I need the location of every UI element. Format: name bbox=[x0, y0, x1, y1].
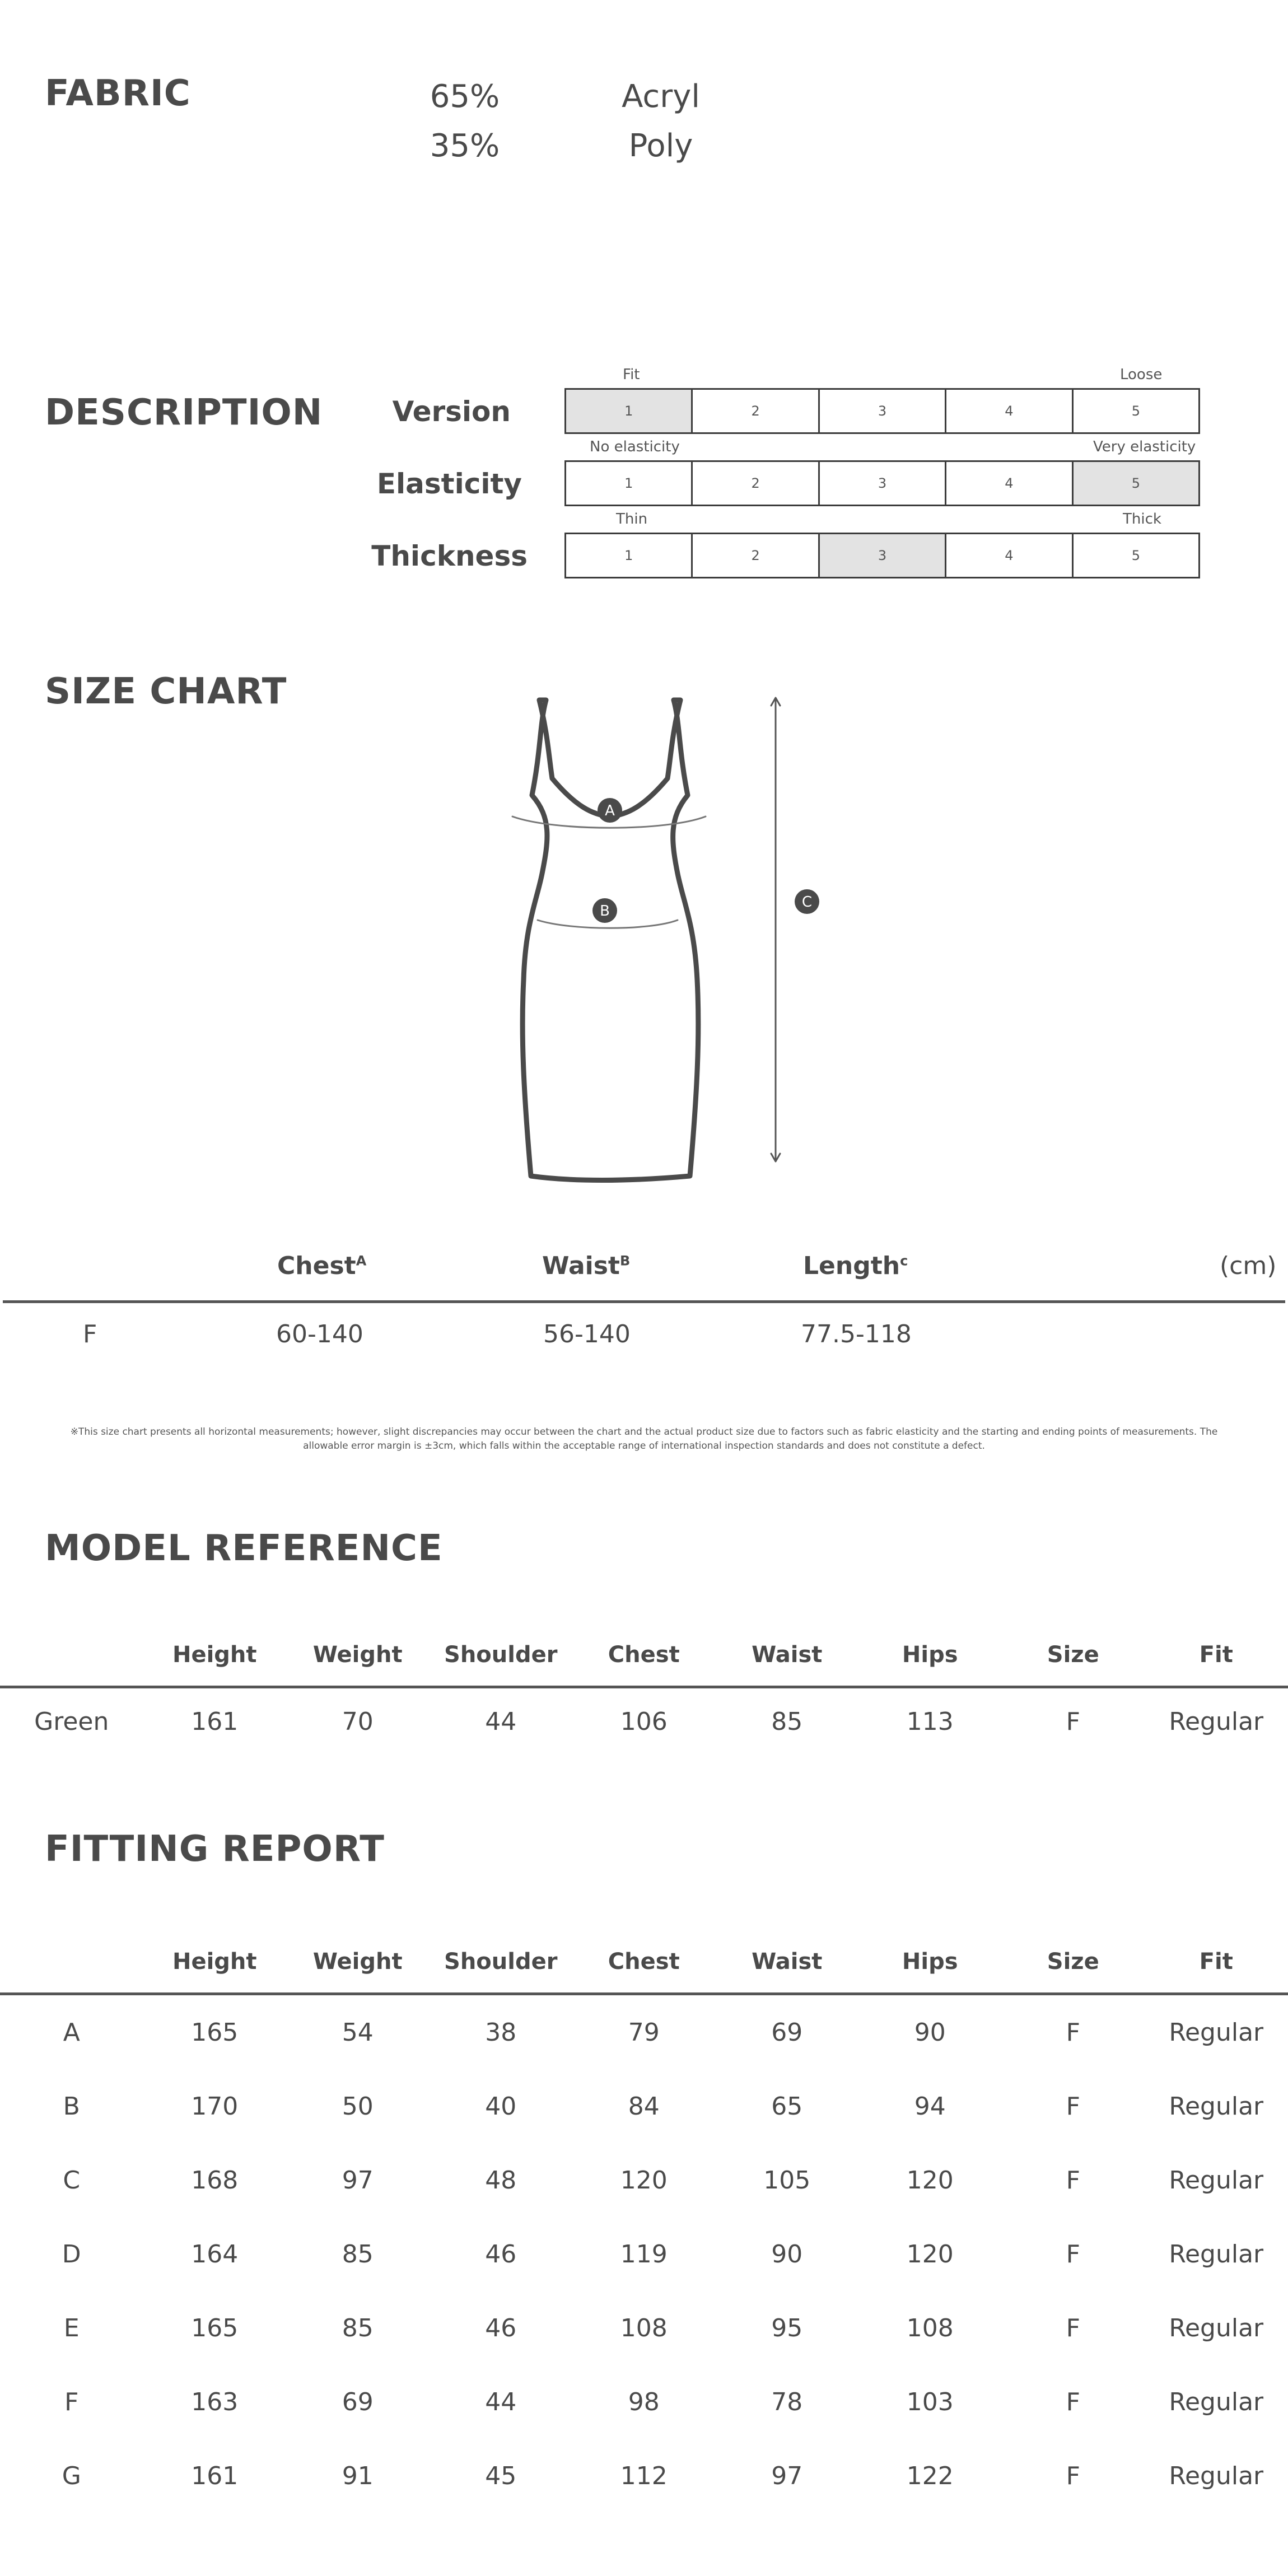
column-header: Shoulder bbox=[444, 1642, 558, 1668]
table-cell: F bbox=[1066, 2166, 1080, 2195]
table-cell: F bbox=[1066, 2018, 1080, 2047]
table-cell: 161 bbox=[191, 2461, 239, 2490]
table-cell: 40 bbox=[485, 2092, 517, 2121]
table-cell: 85 bbox=[342, 2239, 374, 2269]
table-cell: D bbox=[62, 2239, 81, 2269]
scale-cell: 4 bbox=[945, 390, 1071, 432]
table-cell: 122 bbox=[906, 2461, 954, 2490]
table-row bbox=[0, 2439, 1288, 2513]
table-cell: Regular bbox=[1169, 1707, 1264, 1736]
table-cell: 95 bbox=[771, 2313, 803, 2342]
table-cell: Regular bbox=[1169, 2018, 1264, 2047]
marker-a-text: A bbox=[605, 802, 615, 819]
fabric-material-2: Poly bbox=[628, 128, 693, 164]
version-low-label: Fit bbox=[623, 366, 640, 383]
size-note-line1: ※This size chart presents all horizontal measurements; however, slight discrepancies may occur between the chart and the actual product size due to factors such as fabric elasticity and the starting and ending points of measurements. The bbox=[70, 1426, 1218, 1438]
table-cell: 70 bbox=[342, 1707, 374, 1736]
size-row-size: F bbox=[83, 1320, 97, 1348]
table-cell: 161 bbox=[191, 1707, 239, 1736]
size-note bbox=[34, 1425, 1254, 1453]
column-header: Height bbox=[172, 1949, 257, 1975]
scale-cell: 4 bbox=[945, 462, 1071, 505]
table-cell: 90 bbox=[771, 2239, 803, 2269]
table-cell: E bbox=[63, 2313, 80, 2342]
header-waist: Waist$^B$ bbox=[542, 1252, 631, 1280]
table-cell: 50 bbox=[342, 2092, 374, 2121]
scale-cell: 1 bbox=[624, 475, 633, 491]
scale-cell: 2 bbox=[691, 390, 818, 432]
table-cell: 46 bbox=[485, 2313, 517, 2342]
elasticity-label: Elasticity bbox=[376, 468, 522, 500]
column-header: Fit bbox=[1199, 1949, 1233, 1975]
column-header: Waist bbox=[752, 1949, 823, 1975]
table-cell: 112 bbox=[620, 2461, 668, 2490]
marker-c-text: C bbox=[801, 894, 813, 911]
column-header: Chest bbox=[608, 1642, 680, 1668]
table-cell: Regular bbox=[1169, 2313, 1264, 2342]
column-header: Hips bbox=[902, 1642, 958, 1668]
model-reference-title: MODEL REFERENCE bbox=[45, 1528, 443, 1569]
table-cell: 85 bbox=[342, 2313, 374, 2342]
table-cell: F bbox=[1066, 2461, 1080, 2490]
size-row-chest: 60-140 bbox=[276, 1320, 363, 1348]
scale-cell: 3 bbox=[818, 462, 945, 505]
column-header: Height bbox=[172, 1642, 257, 1668]
table-row bbox=[0, 2217, 1288, 2291]
table-cell: A bbox=[63, 2018, 80, 2047]
fabric-material-1: Acryl bbox=[622, 78, 700, 115]
table-header bbox=[0, 1931, 1288, 1992]
marker-a bbox=[598, 798, 622, 823]
table-cell: 45 bbox=[485, 2461, 517, 2490]
table-cell: 170 bbox=[191, 2092, 239, 2121]
column-header: Weight bbox=[312, 1642, 403, 1668]
fabric-title: FABRIC bbox=[45, 73, 191, 114]
thickness-label: Thickness bbox=[371, 540, 528, 572]
description-title: DESCRIPTION bbox=[45, 392, 323, 433]
version-label: Version bbox=[392, 395, 511, 428]
size-chart-title: SIZE CHART bbox=[45, 671, 287, 712]
header-length: Length$^c$ bbox=[803, 1252, 908, 1280]
marker-c bbox=[795, 889, 819, 914]
version-row bbox=[564, 388, 1200, 434]
table-row bbox=[0, 2291, 1288, 2365]
thickness-low-label: Thin bbox=[616, 511, 648, 528]
table-cell: 165 bbox=[191, 2313, 239, 2342]
table-cell: 119 bbox=[620, 2239, 668, 2269]
table-cell: 85 bbox=[771, 1707, 803, 1736]
table-cell: Regular bbox=[1169, 2092, 1264, 2121]
table-cell: 97 bbox=[342, 2166, 374, 2195]
marker-b bbox=[592, 898, 617, 923]
table-cell: B bbox=[63, 2092, 80, 2121]
table-cell: 69 bbox=[342, 2387, 374, 2416]
table-cell: 46 bbox=[485, 2239, 517, 2269]
table-cell: Regular bbox=[1169, 2461, 1264, 2490]
table-cell: 44 bbox=[485, 2387, 517, 2416]
table-cell: 120 bbox=[906, 2166, 954, 2195]
table-cell: 165 bbox=[191, 2018, 239, 2047]
scale-cell: 4 bbox=[945, 534, 1071, 577]
table-cell: F bbox=[64, 2387, 79, 2416]
table-cell: C bbox=[63, 2166, 81, 2195]
table-cell: 120 bbox=[620, 2166, 668, 2195]
scale-cell: 2 bbox=[691, 462, 818, 505]
table-cell: F bbox=[1066, 2387, 1080, 2416]
table-cell: 98 bbox=[628, 2387, 660, 2416]
table-cell: F bbox=[1066, 1707, 1080, 1736]
table-cell: F bbox=[1066, 2313, 1080, 2342]
column-header: Size bbox=[1047, 1642, 1099, 1668]
table-cell: 69 bbox=[771, 2018, 803, 2047]
size-note-line2: allowable error margin is ±3cm, which falls within the acceptable range of international inspection standards and does not constitute a defect. bbox=[303, 1440, 985, 1452]
size-row-waist: 56-140 bbox=[543, 1320, 631, 1348]
elasticity-row bbox=[564, 460, 1200, 506]
table-cell: 105 bbox=[763, 2166, 811, 2195]
table-cell: 97 bbox=[771, 2461, 803, 2490]
size-row-length: 77.5-118 bbox=[801, 1320, 912, 1348]
table-cell: 108 bbox=[620, 2313, 668, 2342]
column-header: Weight bbox=[312, 1949, 403, 1975]
thickness-high-label: Thick bbox=[1123, 511, 1161, 528]
column-header: Fit bbox=[1199, 1642, 1233, 1668]
table-cell: 103 bbox=[906, 2387, 954, 2416]
scale-cell: 1 bbox=[624, 548, 633, 563]
dress-outline bbox=[522, 700, 698, 1180]
dress-diagram bbox=[493, 689, 851, 1193]
table-cell: 106 bbox=[620, 1707, 668, 1736]
table-cell: 84 bbox=[628, 2092, 660, 2121]
table-cell: F bbox=[1066, 2092, 1080, 2121]
table-cell: 164 bbox=[191, 2239, 239, 2269]
scale-cell: 3 bbox=[818, 534, 945, 577]
table-cell: Regular bbox=[1169, 2166, 1264, 2195]
version-high-label: Loose bbox=[1120, 366, 1163, 383]
scale-cell: 3 bbox=[818, 390, 945, 432]
scale-cell: 5 bbox=[1072, 534, 1198, 577]
scale-cell: 5 bbox=[1072, 390, 1198, 432]
table-cell: 38 bbox=[485, 2018, 517, 2047]
table-cell: 163 bbox=[191, 2387, 239, 2416]
table-row bbox=[0, 2365, 1288, 2439]
fitting-rows bbox=[0, 1995, 1288, 2513]
table-cell: 44 bbox=[485, 1707, 517, 1736]
fabric-percent-2: 35% bbox=[430, 128, 500, 164]
table-cell: Regular bbox=[1169, 2239, 1264, 2269]
table-cell: 91 bbox=[342, 2461, 374, 2490]
thickness-row bbox=[564, 533, 1200, 578]
table-cell: 108 bbox=[906, 2313, 954, 2342]
table-header bbox=[0, 1624, 1288, 1686]
size-table-rule bbox=[3, 1300, 1285, 1303]
marker-b-text: B bbox=[600, 903, 610, 920]
fitting-report-table bbox=[0, 1931, 1288, 2513]
column-header: Size bbox=[1047, 1949, 1099, 1975]
scale-cell: 5 bbox=[1072, 462, 1198, 505]
fitting-report-title: FITTING REPORT bbox=[45, 1828, 385, 1870]
table-cell: Regular bbox=[1169, 2387, 1264, 2416]
column-header: Chest bbox=[608, 1949, 680, 1975]
header-unit: (cm) bbox=[1220, 1252, 1277, 1280]
column-header: Hips bbox=[902, 1949, 958, 1975]
table-cell: 120 bbox=[906, 2239, 954, 2269]
table-cell: 79 bbox=[628, 2018, 660, 2047]
table-cell: 94 bbox=[914, 2092, 946, 2121]
table-cell: G bbox=[62, 2461, 81, 2490]
table-cell: 48 bbox=[485, 2166, 517, 2195]
table-cell: Green bbox=[34, 1707, 109, 1736]
table-row bbox=[0, 1688, 1288, 1754]
table-cell: 65 bbox=[771, 2092, 803, 2121]
table-row bbox=[0, 2069, 1288, 2143]
table-cell: F bbox=[1066, 2239, 1080, 2269]
scale-cell: 2 bbox=[691, 534, 818, 577]
header-chest: Chest$^A$ bbox=[277, 1252, 367, 1280]
table-cell: 90 bbox=[914, 2018, 946, 2047]
table-row bbox=[0, 1995, 1288, 2069]
elasticity-low-label: No elasticity bbox=[590, 438, 680, 455]
table-row bbox=[0, 2143, 1288, 2217]
fabric-percent-1: 65% bbox=[430, 78, 500, 115]
table-cell: 78 bbox=[771, 2387, 803, 2416]
scale-cell: 1 bbox=[566, 390, 691, 432]
column-header: Shoulder bbox=[444, 1949, 558, 1975]
table-cell: 54 bbox=[342, 2018, 374, 2047]
table-cell: 168 bbox=[191, 2166, 239, 2195]
column-header: Waist bbox=[752, 1642, 823, 1668]
model-reference-table bbox=[0, 1624, 1288, 1754]
table-cell: 113 bbox=[906, 1707, 954, 1736]
elasticity-high-label: Very elasticity bbox=[1093, 438, 1196, 455]
